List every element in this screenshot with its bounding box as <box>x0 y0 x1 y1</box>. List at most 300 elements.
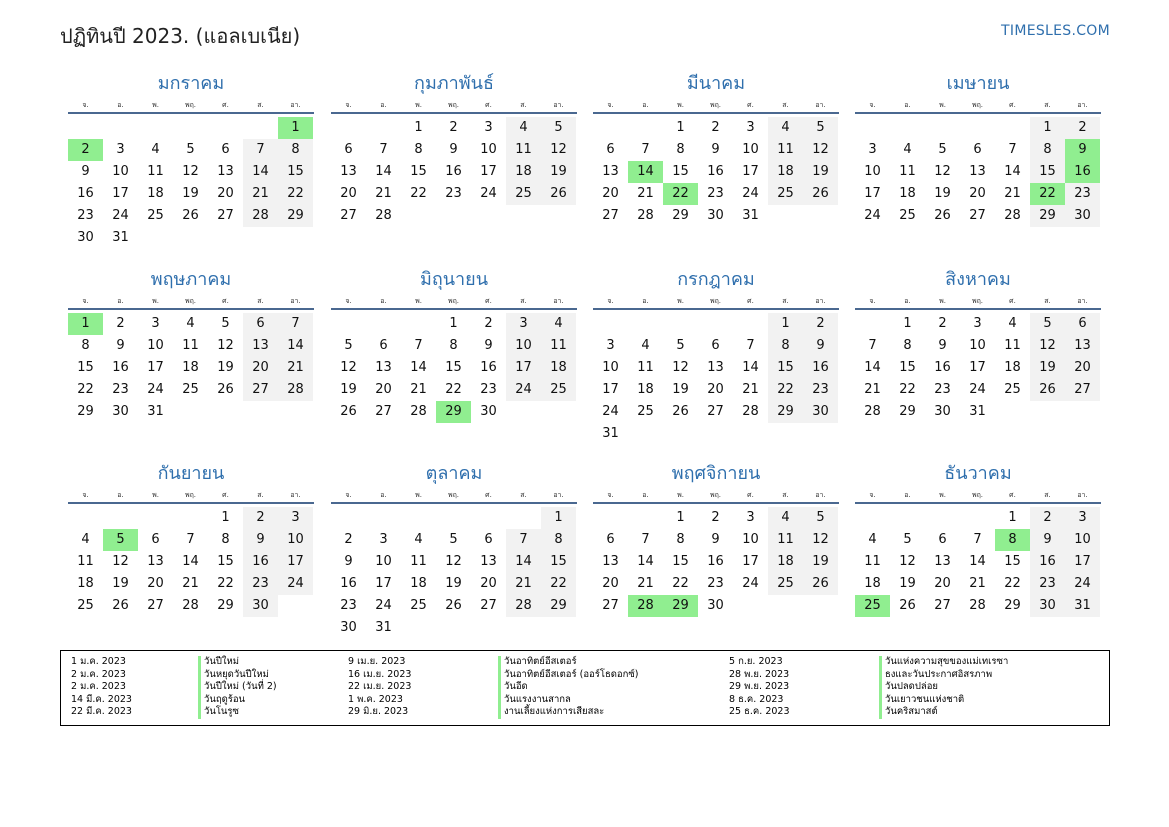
day-cell: 13 <box>480 554 497 569</box>
day-cell: 28 <box>375 208 392 223</box>
day-cell: 7 <box>746 338 755 353</box>
day-cell: 21 <box>637 186 654 201</box>
day-cell: 24 <box>375 598 392 613</box>
day-cell: 27 <box>1065 379 1100 401</box>
day-cell: 21 <box>742 382 759 397</box>
day-cell: 26 <box>899 598 916 613</box>
empty-cell <box>401 507 436 529</box>
day-cell: 29 <box>899 404 916 419</box>
day-cell: 26 <box>182 208 199 223</box>
day-cell: 18 <box>637 382 654 397</box>
empty-cell <box>593 507 628 529</box>
holiday-cell: 29 <box>663 595 698 617</box>
month-name: มิถุนายน <box>419 269 489 290</box>
day-cell: 2 <box>116 316 125 331</box>
weekday-label: พฤ. <box>709 101 722 109</box>
day-cell: 20 <box>934 576 951 591</box>
day-cell: 9 <box>1030 529 1065 551</box>
day-grid <box>593 507 839 617</box>
day-cell: 19 <box>112 576 129 591</box>
weekday-label: จ. <box>869 491 876 499</box>
day-cell: 9 <box>116 338 125 353</box>
month-block <box>855 268 1101 423</box>
weekday-label: อ. <box>904 101 911 109</box>
day-cell: 16 <box>707 164 724 179</box>
day-cell: 22 <box>672 576 689 591</box>
empty-cell <box>855 507 890 529</box>
day-cell: 22 <box>217 576 234 591</box>
day-cell: 28 <box>742 404 759 419</box>
day-cell: 31 <box>147 404 164 419</box>
day-cell: 8 <box>676 532 685 547</box>
day-cell: 13 <box>934 554 951 569</box>
day-cell: 18 <box>506 161 541 183</box>
day-cell: 24 <box>602 404 619 419</box>
day-cell: 10 <box>969 338 986 353</box>
holiday-date: 1 ม.ค. 2023 <box>71 656 126 667</box>
holiday-cell: 22 <box>1030 183 1065 205</box>
day-cell: 4 <box>506 117 541 139</box>
month-name: เมษายน <box>946 73 1010 94</box>
day-cell: 19 <box>217 360 234 375</box>
day-cell: 16 <box>445 164 462 179</box>
day-cell: 9 <box>484 338 493 353</box>
day-cell: 26 <box>803 573 838 595</box>
day-cell: 17 <box>506 357 541 379</box>
day-cell: 20 <box>480 576 497 591</box>
weekday-label: อา. <box>815 297 826 305</box>
weekday-label: อา. <box>1077 297 1088 305</box>
day-cell: 14 <box>243 161 278 183</box>
weekday-label: พฤ. <box>971 101 984 109</box>
day-cell: 18 <box>899 186 916 201</box>
day-grid <box>855 313 1101 423</box>
day-cell: 8 <box>278 139 313 161</box>
day-cell: 15 <box>899 360 916 375</box>
weekday-label: พ. <box>152 491 159 499</box>
holiday-date: 2 ม.ค. 2023 <box>71 668 126 680</box>
month-name: ตุลาคม <box>425 463 483 484</box>
month-block <box>855 462 1101 617</box>
day-cell: 28 <box>864 404 881 419</box>
empty-cell <box>855 313 890 335</box>
day-cell: 11 <box>864 554 881 569</box>
holiday-date: 2 ม.ค. 2023 <box>71 681 126 692</box>
month-block <box>331 72 577 227</box>
weekday-label: พฤ. <box>447 297 460 305</box>
day-cell: 3 <box>868 142 877 157</box>
day-cell: 3 <box>484 120 493 135</box>
empty-cell <box>173 117 208 139</box>
day-cell: 27 <box>602 208 619 223</box>
day-cell: 21 <box>182 576 199 591</box>
weekday-label: อา. <box>553 101 564 109</box>
day-cell: 2 <box>449 120 458 135</box>
weekday-label: อ. <box>380 297 387 305</box>
day-cell: 1 <box>449 316 458 331</box>
day-cell: 23 <box>934 382 951 397</box>
weekday-header <box>331 98 577 114</box>
weekday-label: พ. <box>939 491 946 499</box>
day-cell: 27 <box>217 208 234 223</box>
day-cell: 18 <box>1004 360 1021 375</box>
day-cell: 23 <box>77 208 94 223</box>
month-block <box>68 72 314 249</box>
day-cell: 23 <box>1030 573 1065 595</box>
day-cell: 27 <box>243 379 278 401</box>
day-cell: 29 <box>1004 598 1021 613</box>
weekday-label: ส. <box>257 491 264 499</box>
day-cell: 5 <box>344 338 353 353</box>
day-cell: 17 <box>864 186 881 201</box>
day-cell: 4 <box>641 338 650 353</box>
day-cell: 1 <box>676 120 685 135</box>
weekday-label: ศ. <box>1009 297 1016 305</box>
empty-cell <box>138 507 173 529</box>
day-cell: 14 <box>864 360 881 375</box>
day-cell: 30 <box>934 404 951 419</box>
weekday-header <box>855 294 1101 310</box>
empty-cell <box>506 507 541 529</box>
day-cell: 5 <box>186 142 195 157</box>
day-cell: 25 <box>768 573 803 595</box>
day-cell: 22 <box>410 186 427 201</box>
day-cell: 18 <box>541 357 576 379</box>
day-cell: 14 <box>969 554 986 569</box>
weekday-label: พฤ. <box>184 491 197 499</box>
day-cell: 17 <box>742 554 759 569</box>
holiday-legend <box>60 650 1110 726</box>
day-cell: 27 <box>934 598 951 613</box>
day-cell: 5 <box>676 338 685 353</box>
day-cell: 2 <box>938 316 947 331</box>
empty-cell <box>173 507 208 529</box>
empty-cell <box>628 313 663 335</box>
weekday-label: ศ. <box>222 101 229 109</box>
day-cell: 24 <box>742 576 759 591</box>
holiday-cell: 28 <box>628 595 663 617</box>
day-cell: 19 <box>899 576 916 591</box>
day-cell: 29 <box>1030 205 1065 227</box>
day-cell: 20 <box>602 576 619 591</box>
empty-cell <box>995 117 1030 139</box>
day-cell: 28 <box>410 404 427 419</box>
empty-cell <box>103 117 138 139</box>
empty-cell <box>243 117 278 139</box>
day-cell: 6 <box>938 532 947 547</box>
day-cell: 4 <box>541 313 576 335</box>
day-cell: 8 <box>676 142 685 157</box>
weekday-label: จ. <box>82 101 89 109</box>
empty-cell <box>366 507 401 529</box>
day-cell: 6 <box>344 142 353 157</box>
day-cell: 13 <box>707 360 724 375</box>
day-cell: 19 <box>672 382 689 397</box>
empty-cell <box>471 507 506 529</box>
weekday-label: พ. <box>677 101 684 109</box>
holiday-date: 28 พ.ย. 2023 <box>729 668 790 680</box>
day-grid <box>68 507 314 617</box>
holiday-name: วันอีด <box>498 681 528 694</box>
day-cell: 21 <box>375 186 392 201</box>
holiday-date: 1 พ.ค. 2023 <box>348 693 403 705</box>
holiday-cell: 5 <box>103 529 138 551</box>
month-block <box>331 268 577 423</box>
month-name: พฤษภาคม <box>150 269 232 290</box>
brand-link[interactable]: TIMESLES.COM <box>1001 23 1110 39</box>
day-cell: 18 <box>768 161 803 183</box>
empty-cell <box>68 507 103 529</box>
day-cell: 17 <box>278 551 313 573</box>
day-cell: 11 <box>77 554 94 569</box>
month-name: กันยายน <box>157 463 225 484</box>
day-grid <box>331 507 577 639</box>
day-cell: 27 <box>707 404 724 419</box>
day-cell: 6 <box>484 532 493 547</box>
day-cell: 2 <box>344 532 353 547</box>
day-cell: 30 <box>803 401 838 423</box>
day-cell: 17 <box>375 576 392 591</box>
day-cell: 18 <box>147 186 164 201</box>
day-cell: 31 <box>112 230 129 245</box>
weekday-label: พฤ. <box>971 491 984 499</box>
day-cell: 23 <box>480 382 497 397</box>
day-cell: 5 <box>938 142 947 157</box>
holiday-date: 22 เม.ย. 2023 <box>348 681 412 692</box>
empty-cell <box>663 313 698 335</box>
day-cell: 20 <box>969 186 986 201</box>
day-cell: 12 <box>934 164 951 179</box>
day-cell: 11 <box>768 529 803 551</box>
day-cell: 1 <box>1008 510 1017 525</box>
day-cell: 8 <box>768 335 803 357</box>
day-cell: 29 <box>217 598 234 613</box>
weekday-label: พ. <box>677 297 684 305</box>
month-block <box>593 72 839 227</box>
day-cell: 19 <box>182 186 199 201</box>
weekday-label: พ. <box>415 491 422 499</box>
weekday-label: ส. <box>520 297 527 305</box>
day-cell: 13 <box>375 360 392 375</box>
day-grid <box>331 313 577 423</box>
day-cell: 12 <box>803 529 838 551</box>
weekday-label: จ. <box>869 297 876 305</box>
empty-cell <box>925 507 960 529</box>
weekday-label: อา. <box>1077 101 1088 109</box>
day-cell: 13 <box>1065 335 1100 357</box>
day-cell: 2 <box>243 507 278 529</box>
day-cell: 26 <box>672 404 689 419</box>
day-cell: 11 <box>506 139 541 161</box>
day-cell: 15 <box>410 164 427 179</box>
day-cell: 15 <box>77 360 94 375</box>
holiday-cell: 1 <box>68 313 103 335</box>
day-cell: 27 <box>375 404 392 419</box>
day-cell: 10 <box>147 338 164 353</box>
day-cell: 23 <box>707 186 724 201</box>
weekday-label: พ. <box>415 101 422 109</box>
weekday-label: อา. <box>553 297 564 305</box>
month-block <box>68 462 314 617</box>
weekday-label: อ. <box>117 297 124 305</box>
day-cell: 5 <box>803 117 838 139</box>
day-cell: 6 <box>606 142 615 157</box>
day-cell: 20 <box>217 186 234 201</box>
day-cell: 12 <box>541 139 576 161</box>
day-cell: 30 <box>112 404 129 419</box>
day-grid <box>855 117 1101 227</box>
weekday-label: ส. <box>1044 491 1051 499</box>
day-cell: 3 <box>746 510 755 525</box>
day-cell: 19 <box>340 382 357 397</box>
weekday-label: ส. <box>1044 297 1051 305</box>
day-cell: 27 <box>147 598 164 613</box>
day-cell: 17 <box>147 360 164 375</box>
day-cell: 30 <box>1065 205 1100 227</box>
month-name: พฤศจิกายน <box>671 463 761 484</box>
empty-cell <box>138 117 173 139</box>
day-cell: 26 <box>803 183 838 205</box>
day-cell: 15 <box>217 554 234 569</box>
day-cell: 26 <box>112 598 129 613</box>
day-cell: 10 <box>742 532 759 547</box>
day-cell: 15 <box>672 554 689 569</box>
weekday-label: ส. <box>1044 101 1051 109</box>
day-cell: 15 <box>445 360 462 375</box>
day-cell: 14 <box>506 551 541 573</box>
weekday-label: ส. <box>257 297 264 305</box>
day-cell: 17 <box>742 164 759 179</box>
empty-cell <box>960 507 995 529</box>
day-cell: 20 <box>602 186 619 201</box>
day-cell: 24 <box>147 382 164 397</box>
day-cell: 25 <box>410 598 427 613</box>
day-cell: 13 <box>602 554 619 569</box>
weekday-label: ส. <box>782 491 789 499</box>
day-cell: 9 <box>938 338 947 353</box>
day-cell: 3 <box>1065 507 1100 529</box>
day-cell: 1 <box>541 507 576 529</box>
day-cell: 1 <box>1030 117 1065 139</box>
day-cell: 4 <box>414 532 423 547</box>
day-cell: 8 <box>541 529 576 551</box>
day-cell: 3 <box>973 316 982 331</box>
day-cell: 12 <box>112 554 129 569</box>
day-cell: 26 <box>217 382 234 397</box>
month-name: มกราคม <box>157 73 225 94</box>
day-cell: 29 <box>768 401 803 423</box>
weekday-header <box>593 488 839 504</box>
weekday-label: พฤ. <box>447 491 460 499</box>
weekday-header <box>593 294 839 310</box>
day-cell: 7 <box>379 142 388 157</box>
day-cell: 22 <box>768 379 803 401</box>
day-grid <box>855 507 1101 617</box>
day-cell: 21 <box>506 573 541 595</box>
weekday-label: ศ. <box>1009 101 1016 109</box>
day-cell: 6 <box>711 338 720 353</box>
day-cell: 21 <box>243 183 278 205</box>
day-cell: 23 <box>707 576 724 591</box>
day-cell: 26 <box>934 208 951 223</box>
weekday-label: อ. <box>642 491 649 499</box>
weekday-label: จ. <box>869 101 876 109</box>
day-cell: 6 <box>606 532 615 547</box>
day-cell: 16 <box>1030 551 1065 573</box>
day-cell: 9 <box>243 529 278 551</box>
month-block <box>331 462 577 639</box>
day-cell: 22 <box>1004 576 1021 591</box>
day-cell: 10 <box>506 335 541 357</box>
day-cell: 4 <box>868 532 877 547</box>
weekday-label: จ. <box>82 491 89 499</box>
weekday-header <box>68 488 314 504</box>
day-cell: 16 <box>77 186 94 201</box>
month-name: มีนาคม <box>686 73 746 94</box>
month-block <box>593 268 839 445</box>
day-cell: 31 <box>742 208 759 223</box>
day-cell: 23 <box>803 379 838 401</box>
day-cell: 20 <box>340 186 357 201</box>
holiday-name: วันเยาวชนแห่งชาติ <box>879 694 964 707</box>
empty-cell <box>208 117 243 139</box>
month-block <box>68 268 314 423</box>
day-cell: 8 <box>81 338 90 353</box>
day-cell: 21 <box>969 576 986 591</box>
day-grid <box>593 117 839 227</box>
holiday-cell: 16 <box>1065 161 1100 183</box>
day-cell: 9 <box>711 532 720 547</box>
day-cell: 9 <box>344 554 353 569</box>
weekday-header <box>855 488 1101 504</box>
day-cell: 15 <box>1004 554 1021 569</box>
day-cell: 8 <box>414 142 423 157</box>
weekday-header <box>331 294 577 310</box>
weekday-header <box>331 488 577 504</box>
day-cell: 16 <box>934 360 951 375</box>
day-cell: 18 <box>77 576 94 591</box>
day-cell: 4 <box>903 142 912 157</box>
holiday-name: วันโนรูซ <box>198 706 239 719</box>
weekday-label: ส. <box>520 491 527 499</box>
day-cell: 7 <box>1008 142 1017 157</box>
day-cell: 8 <box>903 338 912 353</box>
weekday-label: ศ. <box>747 297 754 305</box>
day-cell: 6 <box>973 142 982 157</box>
day-cell: 14 <box>375 164 392 179</box>
day-cell: 30 <box>243 595 278 617</box>
empty-cell <box>733 313 768 335</box>
empty-cell <box>593 117 628 139</box>
day-cell: 20 <box>243 357 278 379</box>
empty-cell <box>103 507 138 529</box>
holiday-name: วันปีใหม่ (วันที่ 2) <box>198 681 277 694</box>
day-cell: 21 <box>410 382 427 397</box>
day-cell: 1 <box>903 316 912 331</box>
day-cell: 29 <box>541 595 576 617</box>
day-cell: 12 <box>672 360 689 375</box>
day-cell: 12 <box>182 164 199 179</box>
day-cell: 13 <box>602 164 619 179</box>
weekday-label: ศ. <box>747 101 754 109</box>
weekday-label: จ. <box>345 491 352 499</box>
day-cell: 9 <box>803 335 838 357</box>
day-cell: 7 <box>243 139 278 161</box>
holiday-date: 16 เม.ย. 2023 <box>348 668 412 680</box>
weekday-header <box>855 98 1101 114</box>
day-cell: 27 <box>969 208 986 223</box>
month-name: กรกฎาคม <box>677 269 755 290</box>
